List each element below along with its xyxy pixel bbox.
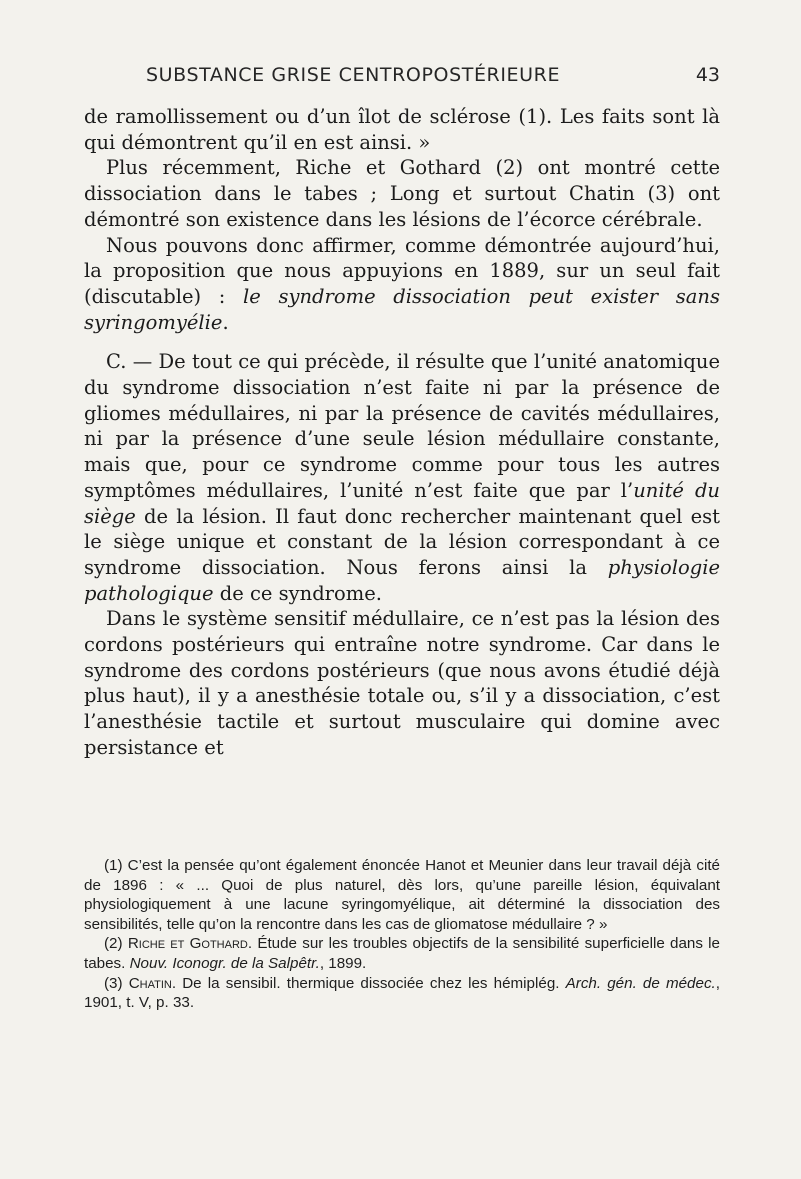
footnote-3 [84, 974, 720, 1013]
page-header [84, 64, 720, 94]
footnotes [84, 856, 720, 1013]
footnote-3-author: Chatin [128, 974, 172, 992]
paragraph-4-italic-a: unité du siège [84, 478, 720, 528]
footnote-2-journal: Nouv. Iconogr. de la Salpêtr. [129, 954, 320, 972]
footnote-2-title: . Étude sur les troubles objectifs de la sensibilité superficielle dans le tabes. [84, 935, 721, 972]
paragraph-3 [84, 233, 720, 336]
page-number: 43 [695, 64, 720, 86]
paragraph-4-italic-b: physiologie pathologique [84, 555, 720, 605]
footnote-2-year: , 1899. [319, 954, 367, 972]
footnote-3-journal: Arch. gén. de médec. [565, 974, 716, 992]
footnote-2 [84, 934, 720, 973]
paragraph-4-text-c: de ce syndrome. [213, 581, 382, 605]
footnote-1: (1) C’est la pensée qu’ont également énoncée Hanot et Meunier dans leur travail déjà cité de 1896 : « ... Quoi de plus naturel, dès lors, qu’une pareille lésion, équivalant physiologiquement à une lacune syringomyélique, ait déterminé la dissociation des sensibilités, telle qu’on la rencontre dans les cas de gliomatose médullaire ? » [84, 857, 720, 933]
paragraph-4-text-a: C. — De tout ce qui précède, il résulte que l’unité anatomique du syndrome dissociation n’est faite ni par la présence de gliomes médullaires, ni par la présence de cavités médullaires, ni par la présence d’une seule lésion médullaire constante, mais que, pour ce syndrome comme pour tous les autres symptômes médullaires, l’unité n’est faite que par l’ [84, 350, 720, 502]
paragraph-4-text-b: de la lésion. Il faut donc rechercher maintenant quel est le siège unique et constant de la lésion correspondant à ce syndrome dissociation. Nous ferons ainsi la [84, 504, 720, 579]
footnote-3-title: . De la sensibil. thermique dissociée chez les hémiplég. [171, 974, 566, 992]
paragraph-4 [84, 349, 720, 606]
paragraph-2: Plus récemment, Riche et Gothard (2) ont montré cette dissociation dans le tabes ; Long et surtout Chatin (3) ont démontré son existence dans les lésions de l’écorce cérébrale. [84, 156, 720, 231]
footnote-2-authors: Riche et Gothard [127, 935, 248, 953]
paragraph-3-text: Nous pouvons donc affirmer, comme démontrée aujourd’hui, la proposition que nous appuyions en 1889, sur un seul fait (discutable) : [84, 233, 720, 308]
footnote-3-number: (3) [104, 974, 129, 992]
body-text [84, 104, 720, 761]
paragraph-1: de ramollissement ou d’un îlot de sclérose (1). Les faits sont là qui démontrent qu’il en est ainsi. » [84, 105, 720, 154]
paragraph-5: Dans le système sensitif médullaire, ce n’est pas la lésion des cordons postérieurs qui entraîne notre syndrome. Car dans le syndrome des cordons postérieurs (que nous avons étudié déjà plus haut), il y a anesthésie totale ou, s’il y a dissociation, c’est l’anesthésie tactile et surtout musculaire qui domine avec persistance et [84, 607, 720, 759]
paragraph-3-italic: le syndrome dissociation peut exister sans syringomyélie [84, 284, 720, 334]
footnote-3-ref: , 1901, t. V, p. 33. [84, 974, 720, 1012]
paragraph-3-end: . [222, 310, 229, 334]
footnote-2-number: (2) [104, 935, 128, 953]
running-head: SUBSTANCE GRISE CENTROPOSTÉRIEURE [146, 64, 561, 86]
